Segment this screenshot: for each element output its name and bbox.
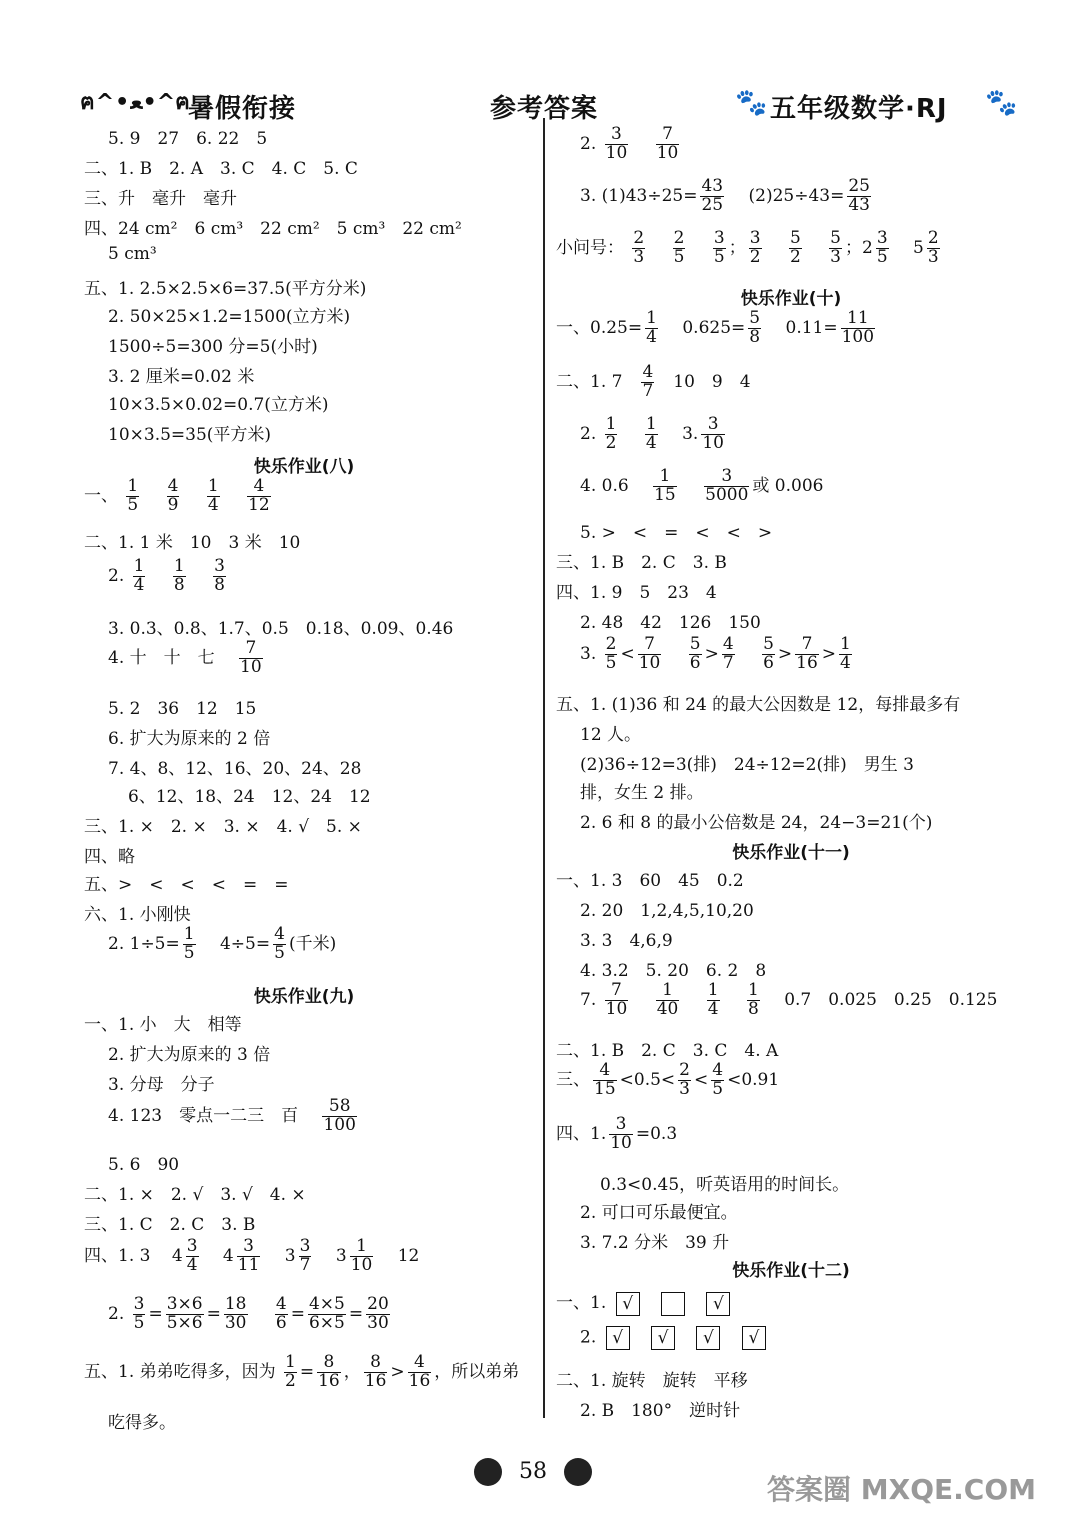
header-center-title: 参考答案 bbox=[490, 94, 599, 124]
answer-line: 3. $\frac{2}{5}$ < $\frac{7}{10}$ $\frac{5}{6}$ > $\frac{4}{7}$ $\frac{5}{6}$ > $\frac{7}{16}$ > $\frac{1}{4}$ bbox=[580, 634, 851, 673]
answer-line: 1500÷5=300 分=5(小时) bbox=[108, 337, 318, 357]
answer-line: 二、1. 7 $\frac{4}{7}$ 10 9 4 bbox=[556, 362, 751, 401]
answer-line: 4. 0.6 $\frac{1}{15}$ $\frac{3}{5000}$ 或 0.006 bbox=[580, 466, 824, 505]
answer-line: 2. $\frac{3}{10}$ $\frac{7}{10}$ bbox=[580, 124, 679, 163]
section-title: 快乐作业(十一) bbox=[732, 843, 850, 863]
answer-line: 二、1. B 2. C 3. C 4. A bbox=[556, 1041, 779, 1061]
paw-icon: 🐾 bbox=[735, 88, 769, 118]
answer-line: 3. 分母 分子 bbox=[108, 1075, 215, 1095]
answer-line: 2. $\frac{3}{5}$ = $\frac{3\times 6}{5\times 6}$ = $\frac{18}{30}$ $\frac{4}{6}$ = $\frac{4\times 5}{6\times 5}$ = $\frac{20}{30}$ bbox=[108, 1294, 389, 1333]
answer-line: 一、1. 3 60 45 0.2 bbox=[556, 871, 744, 891]
answer-line: 一、1. √ √ bbox=[556, 1288, 742, 1316]
ball-icon bbox=[564, 1458, 592, 1486]
answer-line: 6、12、18、24 12、24 12 bbox=[128, 787, 371, 807]
section-title: 快乐作业(九) bbox=[253, 987, 355, 1007]
answer-line: 四、略 bbox=[84, 847, 135, 867]
answer-line: 一、 $\frac{1}{5}$ $\frac{4}{9}$ $\frac{1}{4}$ $\frac{4}{12}$ bbox=[84, 476, 270, 515]
answer-line: 5. 6 90 bbox=[108, 1155, 180, 1175]
header-left-title: 暑假衔接 bbox=[188, 94, 297, 124]
answer-line: 小问号： $\frac{2}{3}$ $\frac{2}{5}$ $\frac{3}{5}$ ； $\frac{3}{2}$ $\frac{5}{2}$ $\frac{5}{3}$ ；2 $\frac{3}{5}$ 5 $\frac{2}{3}$ bbox=[556, 228, 939, 267]
answer-line: 2. 1÷5= $\frac{1}{5}$ 4÷5= $\frac{4}{5}$ (千米) bbox=[108, 924, 337, 963]
checkbox-empty bbox=[661, 1292, 685, 1316]
answer-line: 2. 20 1,2,4,5,10,20 bbox=[580, 901, 754, 921]
checkbox-checked: √ bbox=[706, 1292, 730, 1316]
checkbox-checked: √ bbox=[616, 1292, 640, 1316]
answer-line: 5. 9 27 6. 22 5 bbox=[108, 129, 268, 149]
answer-line: (2)36÷12=3(排) 24÷12=2(排) 男生 3 bbox=[580, 755, 914, 775]
answer-line: 五、1. 弟弟吃得多，因为 $\frac{1}{2}$ = $\frac{8}{16}$ ， $\frac{8}{16}$ > $\frac{4}{16}$ ，所以弟弟 bbox=[84, 1352, 520, 1391]
answer-line: 二、1. 旋转 旋转 平移 bbox=[556, 1371, 748, 1391]
answer-line: 五、1. 2.5×2.5×6=37.5(平方分米) bbox=[84, 279, 367, 299]
answer-line: 二、1. 1 米 10 3 米 10 bbox=[84, 533, 301, 553]
answer-line: 3. 7.2 分米 39 升 bbox=[580, 1233, 730, 1253]
answer-line: 六、1. 小刚快 bbox=[84, 905, 191, 925]
answer-line: 吃得多。 bbox=[108, 1413, 176, 1433]
answer-line: 二、1. × 2. √ 3. √ 4. × bbox=[84, 1185, 306, 1205]
checkbox-checked: √ bbox=[742, 1326, 766, 1350]
answer-line: 3. 2 厘米=0.02 米 bbox=[108, 367, 255, 387]
answer-line: 四、1. 9 5 23 4 bbox=[556, 583, 717, 603]
answer-line: 2. $\frac{1}{2}$ $\frac{1}{4}$ 3. $\frac{3}{10}$ bbox=[580, 414, 724, 453]
answer-line: 4. 十 十 七 $\frac{7}{10}$ bbox=[108, 638, 262, 677]
answer-line: 三、1. B 2. C 3. B bbox=[556, 553, 727, 573]
header-right-title: 五年级数学·RJ bbox=[770, 94, 948, 124]
answer-line: 7. $\frac{7}{10}$ $\frac{1}{40}$ $\frac{1}{4}$ $\frac{1}{8}$ 0.7 0.025 0.25 0.125 bbox=[580, 980, 998, 1019]
ball-icon bbox=[474, 1458, 502, 1486]
cat-icon: ฅ^•ﻌ•^ฅ bbox=[80, 90, 191, 115]
answer-line: 4. 123 零点一二三 百 $\frac{58}{100}$ bbox=[108, 1096, 356, 1135]
answer-line: 3. 0.3、0.8、1.7、0.5 0.18、0.09、0.46 bbox=[108, 619, 454, 639]
answer-line: 三、升 毫升 毫升 bbox=[84, 189, 237, 209]
answer-line: 2. B 180° 逆时针 bbox=[580, 1401, 741, 1421]
answer-line: 10×3.5×0.02=0.7(立方米) bbox=[108, 395, 329, 415]
answer-line: 一、1. 小 大 相等 bbox=[84, 1015, 242, 1035]
answer-line: 2. 6 和 8 的最小公倍数是 24，24−3=21(个) bbox=[580, 813, 933, 833]
answer-line: 三、1. × 2. × 3. × 4. √ 5. × bbox=[84, 817, 362, 837]
answer-line: 3. (1)43÷25= $\frac{43}{25}$ (2)25÷43= $\frac{25}{43}$ bbox=[580, 176, 870, 215]
answer-line: 12 人。 bbox=[580, 725, 642, 745]
answer-line: 0.3<0.45，听英语用的时间长。 bbox=[600, 1175, 850, 1195]
answer-line: 2. 扩大为原来的 3 倍 bbox=[108, 1045, 271, 1065]
answer-line: 四、1. $\frac{3}{10}$ =0.3 bbox=[556, 1114, 678, 1153]
checkbox-checked: √ bbox=[606, 1326, 630, 1350]
section-title: 快乐作业(十二) bbox=[732, 1261, 850, 1281]
paw-icon: 🐾 bbox=[985, 88, 1019, 118]
answer-line: 6. 扩大为原来的 2 倍 bbox=[108, 729, 271, 749]
answer-line: 2. 可口可乐最便宜。 bbox=[580, 1203, 738, 1223]
answer-line: 5. > < = < < > bbox=[580, 523, 773, 543]
column-divider bbox=[543, 118, 545, 1418]
section-title: 快乐作业(十) bbox=[740, 289, 842, 309]
answer-line: 三、1. C 2. C 3. B bbox=[84, 1215, 256, 1235]
answer-line: 5. 2 36 12 15 bbox=[108, 699, 257, 719]
answer-line: 4. 3.2 5. 20 6. 2 8 bbox=[580, 961, 767, 981]
answer-line: 排，女生 2 排。 bbox=[580, 783, 704, 803]
answer-line: 三、 $\frac{4}{15}$ <0.5< $\frac{2}{3}$ < $\frac{4}{5}$ <0.91 bbox=[556, 1060, 780, 1099]
answer-line: 二、1. B 2. A 3. C 4. C 5. C bbox=[84, 159, 358, 179]
checkbox-checked: √ bbox=[696, 1326, 720, 1350]
answer-line: 5 cm³ bbox=[108, 244, 157, 264]
answer-line: 五、> < < < = = bbox=[84, 875, 289, 895]
answer-line: 7. 4、8、12、16、20、24、28 bbox=[108, 759, 362, 779]
answer-line: 四、1. 3 4 $\frac{3}{4}$ 4 $\frac{3}{11}$ 3 $\frac{3}{7}$ 3 $\frac{1}{10}$ 12 bbox=[84, 1236, 420, 1275]
answer-line: 一、0.25= $\frac{1}{4}$ 0.625= $\frac{5}{8}$ 0.11= $\frac{11}{100}$ bbox=[556, 308, 875, 347]
checkbox-checked: √ bbox=[651, 1326, 675, 1350]
answer-line: 2. 50×25×1.2=1500(立方米) bbox=[108, 307, 351, 327]
page-number: 58 bbox=[519, 1459, 547, 1484]
answer-line: 3. 3 4,6,9 bbox=[580, 931, 673, 951]
answer-line: 四、24 cm² 6 cm³ 22 cm² 5 cm³ 22 cm² bbox=[84, 219, 462, 239]
answer-line: 2. √ √ √ √ bbox=[580, 1326, 778, 1350]
answer-line: 五、1. (1)36 和 24 的最大公因数是 12，每排最多有 bbox=[556, 695, 961, 715]
answer-line: 2. $\frac{1}{4}$ $\frac{1}{8}$ $\frac{3}{8}$ bbox=[108, 556, 225, 595]
watermark-logo: 答案圈 MXQE.COM bbox=[767, 1473, 1036, 1506]
section-title: 快乐作业(八) bbox=[253, 457, 355, 477]
answer-line: 2. 48 42 126 150 bbox=[580, 613, 761, 633]
answer-line: 10×3.5=35(平方米) bbox=[108, 425, 272, 445]
